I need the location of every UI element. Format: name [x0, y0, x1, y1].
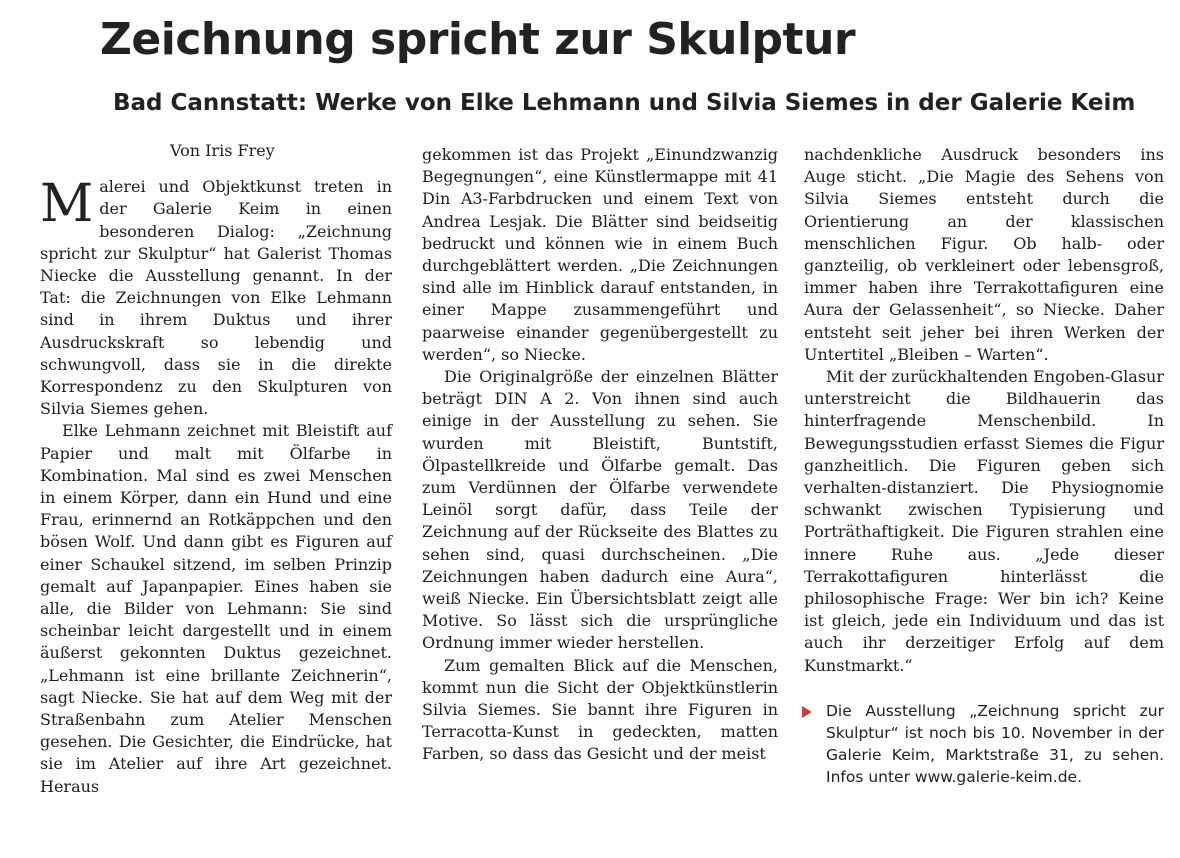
dropcap: M — [40, 174, 94, 235]
paragraph-text: alerei und Objektkunst treten in der Galerie Keim in einen besonderen Dialog: „Zeichnung spricht zur Skulptur“ hat Galerist Thomas Niecke die Ausstellung genannt. In der Tat: die Zeichnungen von Elke Lehmann sind in ihrem Duktus und ihrer Ausdruckskraft so lebendig und schwungvoll, dass sie in die direkte Korrespondenz zu den Skulpturen von Silvia Siemes gehen. — [40, 177, 392, 419]
info-box — [802, 700, 1164, 788]
headline: Zeichnung spricht zur Skulptur — [100, 14, 856, 65]
paragraph: Mit der zurückhaltenden Engoben-Glasur unterstreicht die Bildhauerin das hinterfragende Menschenbild. In Bewegungsstudien erfasst Siemes die Figur ganzheitlich. Die Figuren geben sich verhalten-distanziert. Die Physiognomie schwankt zwischen Typisierung und Porträthaftigkeit. Die Figuren strahlen eine innere Ruhe aus. „Jede dieser Terrakottafiguren hinterlässt die philosophische Frage: Wer bin ich? Keine ist gleich, jede ein Individuum und das ist auch ihr derzeitiger Erfolg auf dem Kunstmarkt.“ — [804, 367, 1164, 675]
byline: Von Iris Frey — [170, 141, 275, 160]
column-2 — [422, 144, 778, 766]
paragraph: gekommen ist das Projekt „Einundzwanzig Begegnungen“, eine Künstlermappe mit 41 Din A3-Farbdrucken und einem Text von Andrea Lesjak. Die Blätter sind beidseitig bedruckt und können wie in einem Buch durchgeblättert werden. „Die Zeichnungen sind alle im Hinblick darauf entstanden, in einer Mappe zusammengeführt und paarweise einander gegenübergestellt zu werden“, so Niecke. — [422, 145, 778, 364]
subheadline — [113, 90, 1135, 116]
column-1 — [40, 140, 392, 798]
column-3 — [804, 144, 1164, 677]
info-text: Die Ausstellung „Zeichnung spricht zur Skulptur“ ist noch bis 10. November in der Galerie Keim, Marktstraße 31, zu sehen. Infos unter www.galerie-keim.de. — [826, 702, 1164, 786]
triangle-right-icon — [802, 706, 812, 718]
paragraph: Zum gemalten Blick auf die Menschen, kommt nun die Sicht der Objektkünstlerin Silvia Siemes. Sie bannt ihre Figuren in Terracotta-Kunst in gedeckten, matten Farben, so dass das Gesicht und der meist — [422, 655, 778, 764]
paragraph: Elke Lehmann zeichnet mit Bleistift auf Papier und malt mit Ölfarbe in Kombination. Mal sind es zwei Menschen in einem Körper, dann ein Hund und eine Frau, erinnernd an Rotkäppchen und den bösen Wolf. Und dann gibt es Figuren auf einer Schaukel sitzend, im selben Prinzip gemalt auf Japanpapier. Eines haben sie alle, die Bilder von Lehmann: Sie sind scheinbar leicht dargestellt und in einem äußerst gekonnten Duktus gezeichnet. „Lehmann ist eine brillante Zeichnerin“, sagt Niecke. Sie hat auf dem Weg mit der Straßenbahn zum Atelier Menschen gesehen. Die Gesichter, die Eindrücke, hat sie im Atelier auf ihre Art gezeichnet. Heraus — [40, 421, 392, 796]
paragraph — [40, 176, 392, 420]
subhead-location: Bad Cannstatt: — [113, 90, 308, 116]
subhead-text: Werke von Elke Lehmann und Silvia Siemes in der Galerie Keim — [307, 90, 1136, 116]
paragraph: nachdenkliche Ausdruck besonders ins Auge sticht. „Die Magie des Sehens von Silvia Siemes entsteht durch die Orientierung an der klassischen menschlichen Figur. Ob halb- oder ganzteilig, ob verkleinert oder lebensgroß, immer haben ihre Terrakottafiguren eine Aura der Gelassenheit“, so Niecke. Daher entsteht seit jeher bei ihren Werken der Untertitel „Bleiben – Warten“. — [804, 145, 1164, 364]
paragraph: Die Originalgröße der einzelnen Blätter beträgt DIN A 2. Von ihnen sind auch einige in der Ausstellung zu sehen. Sie wurden mit Bleistift, Buntstift, Ölpastellkreide und Ölfarbe gemalt. Das zum Verdünnen der Ölfarbe verwendete Leinöl sorgt dafür, dass Teile der Zeichnung auf der Rückseite des Blattes zu sehen sind, quasi durchscheinen. „Die Zeichnungen haben dadurch eine Aura“, weiß Niecke. Ein Übersichtsblatt zeigt alle Motive. So lässt sich die ursprüngliche Ordnung immer wieder herstellen. — [422, 367, 778, 653]
